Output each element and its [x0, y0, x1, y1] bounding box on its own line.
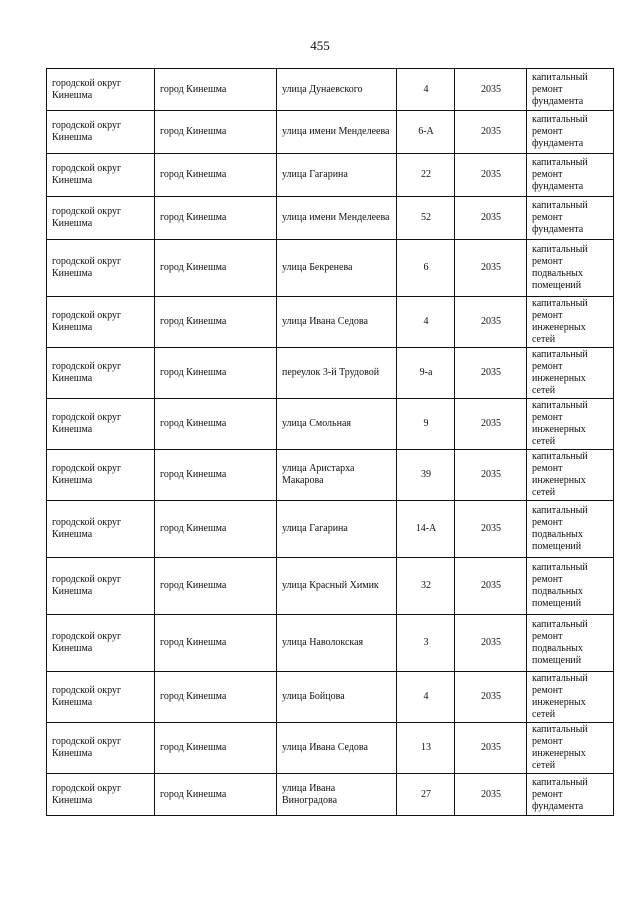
work-type-cell: капитальный ремонт фундамента [527, 154, 614, 197]
work-type-cell: капитальный ремонт инженерных сетей [527, 672, 614, 723]
house-number-cell: 27 [397, 774, 455, 816]
district-cell: городской округ Кинешма [47, 558, 155, 615]
street-cell: улица Аристарха Макарова [277, 450, 397, 501]
district-cell: городской округ Кинешма [47, 501, 155, 558]
year-cell: 2035 [455, 615, 527, 672]
year-cell: 2035 [455, 450, 527, 501]
locality-cell: город Кинешма [155, 348, 277, 399]
table-row [47, 501, 614, 558]
table-row [47, 297, 614, 348]
work-type-cell: капитальный ремонт инженерных сетей [527, 348, 614, 399]
locality-cell: город Кинешма [155, 197, 277, 240]
district-cell: городской округ Кинешма [47, 69, 155, 111]
work-type-cell: капитальный ремонт фундамента [527, 774, 614, 816]
table-row [47, 774, 614, 816]
year-cell: 2035 [455, 723, 527, 774]
year-cell: 2035 [455, 154, 527, 197]
year-cell: 2035 [455, 399, 527, 450]
district-cell: городской округ Кинешма [47, 297, 155, 348]
house-number-cell: 39 [397, 450, 455, 501]
year-cell: 2035 [455, 348, 527, 399]
work-type-cell: капитальный ремонт подвальных помещений [527, 558, 614, 615]
year-cell: 2035 [455, 240, 527, 297]
house-number-cell: 22 [397, 154, 455, 197]
house-number-cell: 14-А [397, 501, 455, 558]
house-number-cell: 4 [397, 672, 455, 723]
street-cell: улица Гагарина [277, 501, 397, 558]
locality-cell: город Кинешма [155, 240, 277, 297]
page-number: 455 [310, 38, 330, 53]
housing-repair-table [46, 68, 614, 816]
work-type-cell: капитальный ремонт инженерных сетей [527, 297, 614, 348]
locality-cell: город Кинешма [155, 774, 277, 816]
street-cell: улица Красный Химик [277, 558, 397, 615]
table-row [47, 69, 614, 111]
district-cell: городской округ Кинешма [47, 615, 155, 672]
table-row [47, 558, 614, 615]
table-row [47, 450, 614, 501]
work-type-cell: капитальный ремонт фундамента [527, 197, 614, 240]
district-cell: городской округ Кинешма [47, 154, 155, 197]
street-cell: улица имени Менделеева [277, 197, 397, 240]
locality-cell: город Кинешма [155, 558, 277, 615]
locality-cell: город Кинешма [155, 297, 277, 348]
house-number-cell: 9 [397, 399, 455, 450]
locality-cell: город Кинешма [155, 69, 277, 111]
year-cell: 2035 [455, 69, 527, 111]
district-cell: городской округ Кинешма [47, 111, 155, 154]
district-cell: городской округ Кинешма [47, 672, 155, 723]
house-number-cell: 52 [397, 197, 455, 240]
table-row [47, 240, 614, 297]
street-cell: улица Дунаевского [277, 69, 397, 111]
locality-cell: город Кинешма [155, 615, 277, 672]
locality-cell: город Кинешма [155, 450, 277, 501]
house-number-cell: 9-а [397, 348, 455, 399]
locality-cell: город Кинешма [155, 723, 277, 774]
district-cell: городской округ Кинешма [47, 240, 155, 297]
district-cell: городской округ Кинешма [47, 399, 155, 450]
house-number-cell: 32 [397, 558, 455, 615]
street-cell: улица Наволокская [277, 615, 397, 672]
year-cell: 2035 [455, 774, 527, 816]
house-number-cell: 6-А [397, 111, 455, 154]
table-row [47, 111, 614, 154]
work-type-cell: капитальный ремонт инженерных сетей [527, 450, 614, 501]
district-cell: городской округ Кинешма [47, 348, 155, 399]
street-cell: улица Смольная [277, 399, 397, 450]
street-cell: улица Ивана Виноградова [277, 774, 397, 816]
table-row [47, 723, 614, 774]
work-type-cell: капитальный ремонт подвальных помещений [527, 615, 614, 672]
street-cell: улица Ивана Седова [277, 297, 397, 348]
street-cell: улица Бойцова [277, 672, 397, 723]
year-cell: 2035 [455, 501, 527, 558]
table-body [47, 69, 614, 816]
locality-cell: город Кинешма [155, 111, 277, 154]
street-cell: улица Ивана Седова [277, 723, 397, 774]
street-cell: улица Гагарина [277, 154, 397, 197]
table-row [47, 615, 614, 672]
district-cell: городской округ Кинешма [47, 450, 155, 501]
locality-cell: город Кинешма [155, 672, 277, 723]
street-cell: переулок 3-й Трудовой [277, 348, 397, 399]
district-cell: городской округ Кинешма [47, 723, 155, 774]
year-cell: 2035 [455, 197, 527, 240]
year-cell: 2035 [455, 297, 527, 348]
table-row [47, 154, 614, 197]
locality-cell: город Кинешма [155, 399, 277, 450]
house-number-cell: 4 [397, 297, 455, 348]
house-number-cell: 4 [397, 69, 455, 111]
house-number-cell: 6 [397, 240, 455, 297]
work-type-cell: капитальный ремонт инженерных сетей [527, 399, 614, 450]
year-cell: 2035 [455, 672, 527, 723]
work-type-cell: капитальный ремонт подвальных помещений [527, 501, 614, 558]
locality-cell: город Кинешма [155, 154, 277, 197]
year-cell: 2035 [455, 111, 527, 154]
house-number-cell: 3 [397, 615, 455, 672]
district-cell: городской округ Кинешма [47, 197, 155, 240]
street-cell: улица Бекренева [277, 240, 397, 297]
work-type-cell: капитальный ремонт фундамента [527, 69, 614, 111]
house-number-cell: 13 [397, 723, 455, 774]
work-type-cell: капитальный ремонт фундамента [527, 111, 614, 154]
locality-cell: город Кинешма [155, 501, 277, 558]
table-row [47, 672, 614, 723]
work-type-cell: капитальный ремонт инженерных сетей [527, 723, 614, 774]
year-cell: 2035 [455, 558, 527, 615]
work-type-cell: капитальный ремонт подвальных помещений [527, 240, 614, 297]
district-cell: городской округ Кинешма [47, 774, 155, 816]
table-row [47, 197, 614, 240]
table-row [47, 399, 614, 450]
street-cell: улица имени Менделеева [277, 111, 397, 154]
table-row [47, 348, 614, 399]
